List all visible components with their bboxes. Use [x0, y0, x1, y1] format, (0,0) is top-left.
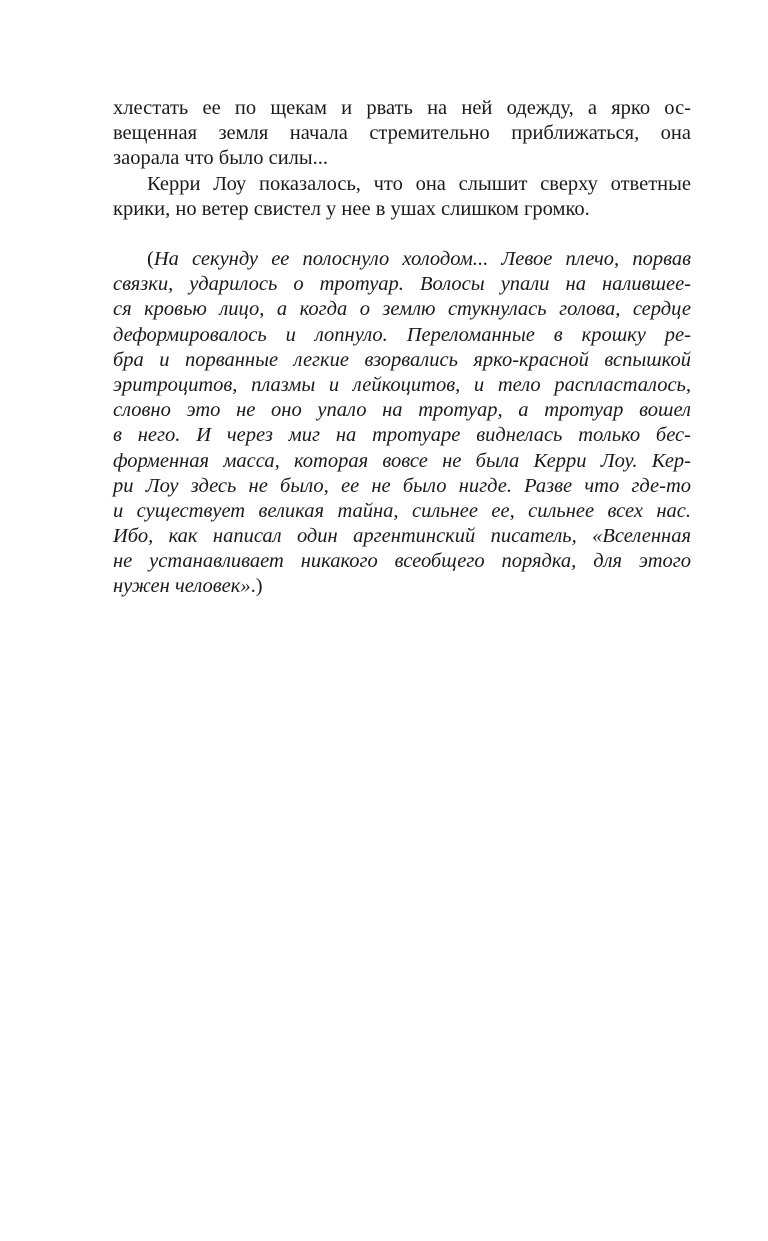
italic-paragraph [113, 247, 691, 600]
text-line: крики, но ветер свистел у нее в ушах слишком громко. [113, 197, 590, 220]
open-paren: ( [147, 248, 154, 270]
text-line: связки, ударилось о тротуар. Волосы упали на налившее- [113, 273, 691, 296]
text-line [113, 574, 691, 599]
text-line: словно это не оно упало на тротуар, а тротуар вошел [113, 399, 691, 422]
text-line: в него. И через миг на тротуаре виднелась только бес- [113, 424, 691, 447]
upright-text [113, 96, 691, 222]
text-line: деформировалось и лопнуло. Переломанные в крошку ре- [113, 323, 691, 346]
text-line: вещенная земля начала стремительно приближаться, она [113, 122, 691, 145]
text-line: заорала что было силы... [113, 147, 329, 170]
last-line-text: нужен человек» [113, 575, 251, 598]
text-line: форменная масса, которая вовсе не была Керри Лоу. Кер- [113, 449, 691, 472]
text-line: хлестать ее по щекам и рвать на ней одежду, а ярко ос- [113, 97, 691, 119]
text-line: ся кровью лицо, а когда о землю стукнулась голова, сердце [113, 298, 691, 321]
text-line: и существует великая тайна, сильнее ее, сильнее всех нас. [113, 499, 691, 522]
text-line: бра и порванные легкие взорвались ярко-красной вспышкой [113, 348, 691, 371]
first-line-text: На секунду ее полоснуло холодом... Левое плечо, порвав [153, 248, 691, 270]
text-line: Керри Лоу показалось, что она слышит сверху ответные [147, 172, 691, 195]
text-line: эритроцитов, плазмы и лейкоцитов, и тело распласталось, [113, 373, 691, 396]
close-paren: .) [250, 575, 263, 598]
text-line: ри Лоу здесь не было, ее не было нигде. Разве что где-то [113, 474, 691, 497]
text-line: Ибо, как написал один аргентинский писатель, «Вселенная [113, 525, 691, 548]
text-line: не устанавливает никакого всеобщего порядка, для этого [113, 550, 691, 573]
text-line [113, 247, 691, 272]
